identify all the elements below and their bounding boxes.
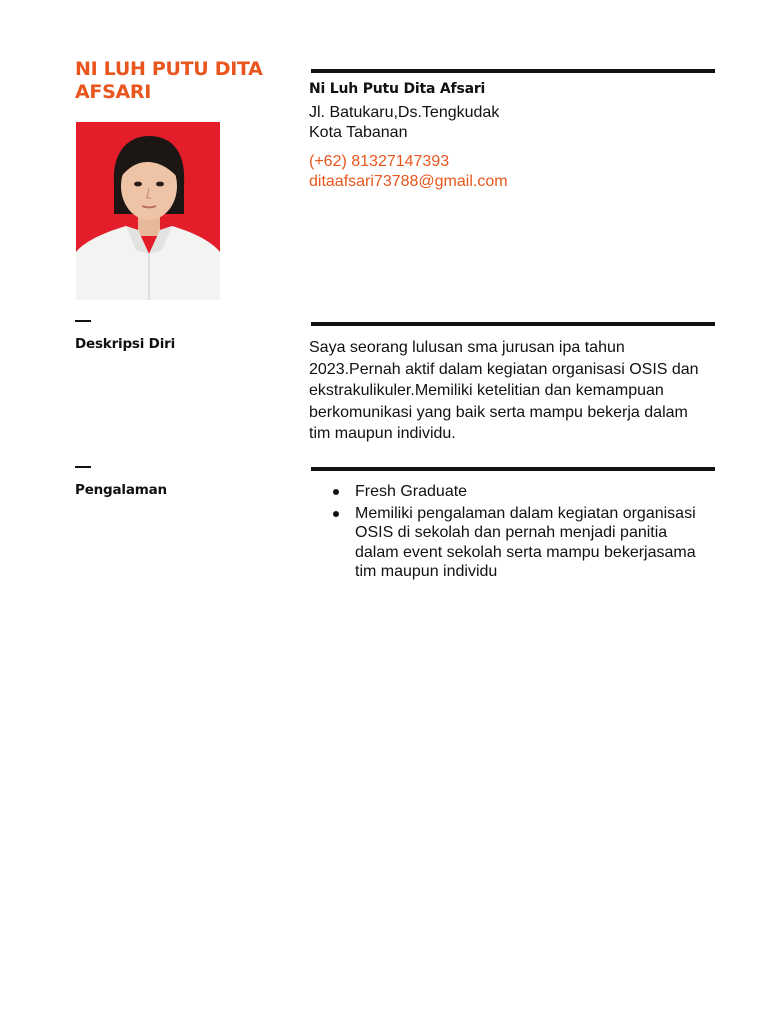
profile-photo <box>76 122 220 300</box>
experience-item-text: Fresh Graduate <box>355 483 468 500</box>
bullet-icon <box>333 511 339 517</box>
experience-list <box>309 482 711 584</box>
section-divider-contact <box>311 69 715 73</box>
list-item <box>309 504 711 582</box>
contact-name: Ni Luh Putu Dita Afsari <box>309 81 486 97</box>
experience-item-text: Memiliki pengalaman dalam kegiatan organisasi OSIS di sekolah dan pernah menjadi panitia dalam event sekolah serta mampu bekerjasama tim maupun individu <box>355 504 696 580</box>
list-item <box>309 482 711 502</box>
address-line-city: Kota Tabanan <box>309 123 408 141</box>
section-label-deskripsi-diri: Deskripsi Diri <box>75 336 176 352</box>
phone-link[interactable]: (+62) 81327147393 <box>309 153 450 170</box>
section-dash <box>75 320 91 322</box>
section-label-pengalaman: Pengalaman <box>75 482 167 498</box>
resume-name-heading: NI LUH PUTU DITA AFSARI <box>75 58 263 103</box>
contact-address <box>309 103 709 142</box>
email-link[interactable]: ditaafsari73788@gmail.com <box>309 173 508 190</box>
address-line-street: Jl. Batukaru,Ds.Tengkudak <box>309 104 500 121</box>
section-divider-description <box>311 322 715 326</box>
section-dash <box>75 466 91 468</box>
self-description-text: Saya seorang lulusan sma jurusan ipa tahun 2023.Pernah aktif dalam kegiatan organisasi OSIS dan ekstrakulikuler.Memiliki ketelitian dan kemampuan berkomunikasi yang baik serta mampu bekerja dalam tim maupun individu. <box>309 339 699 443</box>
bullet-icon <box>333 489 339 495</box>
section-divider-experience <box>311 467 715 471</box>
